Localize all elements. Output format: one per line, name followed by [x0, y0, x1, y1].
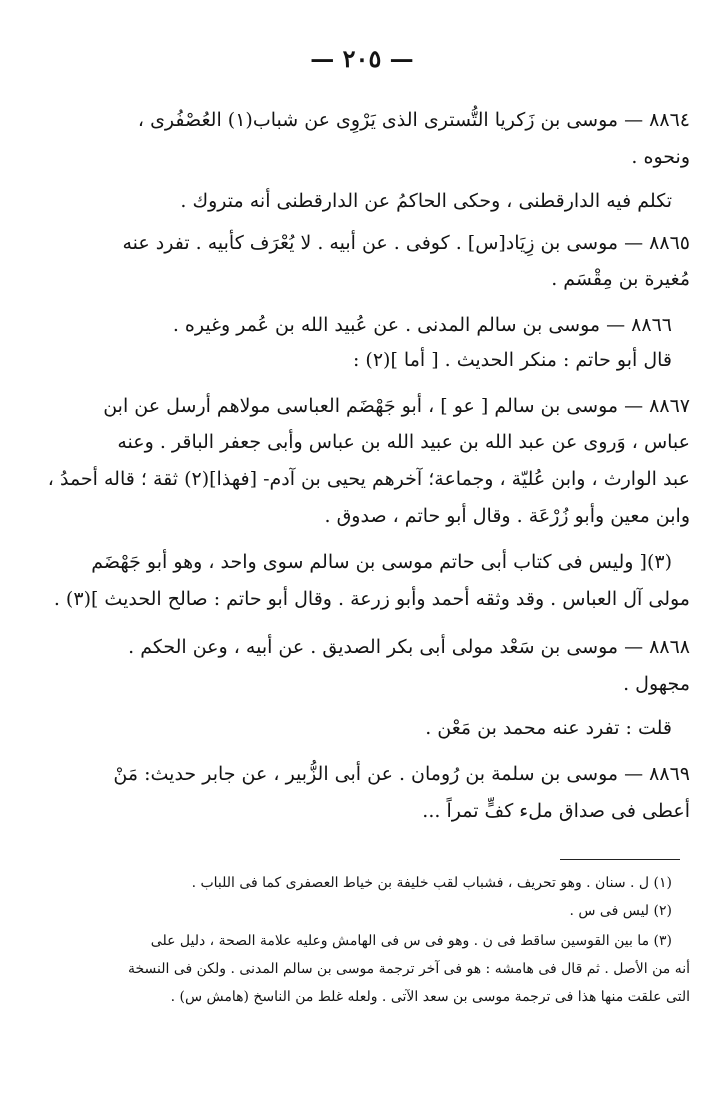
entry-8868-line-2: مجهول . — [623, 673, 690, 695]
entry-8868-line-1: ٨٨٦٨ — موسى بن سَعْد مولى أبى بكر الصديق . عن أبيه ، وعن الحكم . — [128, 636, 690, 658]
entry-8867-addition-line-2: مولى آل العباس . وقد وثقه أحمد وأبو زرعة . وقال أبو حاتم : صالح الحديث ](٣) . — [53, 588, 690, 610]
entry-8867-addition-line-1: (٣)[ وليس فى كتاب أبى حاتم موسى بن سالم سوى واحد ، وهو أبو جَهْضَم — [91, 551, 672, 573]
entry-8864-comment: تكلم فيه الدارقطنى ، وحكى الحاكمُ عن الدارقطنى أنه متروك . — [180, 190, 672, 212]
entry-8865-line-1: ٨٨٦٥ — موسى بن زِيَاد[س] . كوفى . عن أبيه . لا يُعْرَف كأبيه . تفرد عنه — [122, 232, 690, 254]
entry-8868-comment: قلت : تفرد عنه محمد بن مَعْن . — [425, 717, 672, 739]
entry-8867-line-4: وابن معين وأبو زُرْعَة . وقال أبو حاتم ، صدوق . — [324, 505, 690, 527]
entry-8867-line-3: عبد الوارث ، وابن عُليّة ، وجماعة؛ آخرهم يحيى بن آدم- [فهذا](٢) ثقة ؛ قاله أحمدُ ، — [47, 468, 690, 490]
entry-8867-line-2: عباس ، وَروى عن عبد الله بن عبيد الله بن عباس وأبى جعفر الباقر . وعنه — [117, 431, 690, 453]
footnote-3-line-2: أنه من الأصل . ثم قال فى هامشه : هو فى آخر ترجمة موسى بن سالم المدنى . ولكن فى النسخة — [127, 961, 690, 977]
footnote-3-line-3: التى علقت منها هذا فى ترجمة موسى بن سعد الآتى . ولعله غلط من الناسخ (هامش س) . — [170, 989, 690, 1005]
footnote-3-line-1: (٣) ما بين القوسين ساقط فى ن . وهو فى س فى الهامش وعليه علامة الصحة ، دليل على — [150, 933, 672, 949]
entry-8869-line-2: أعطى فى صداق ملء كفٍّ تمراً ... — [422, 800, 690, 822]
footnote-separator — [560, 859, 680, 860]
entry-8865-line-2: مُغيرة بن مِقْسَم . — [551, 268, 690, 290]
entry-8866-line-2: قال أبو حاتم : منكر الحديث . [ أما ](٢) : — [352, 349, 672, 371]
page-number: — ٢٠٥ — — [310, 44, 414, 73]
entry-8869-line-1: ٨٨٦٩ — موسى بن سلمة بن رُومان . عن أبى الزُّبير ، عن جابر حديث: مَنْ — [113, 763, 690, 785]
footnote-2: (٢) ليس فى س . — [569, 903, 672, 919]
footnote-1: (١) ل . سنان . وهو تحريف ، فشباب لقب خليفة بن خياط العصفرى كما فى اللباب . — [191, 875, 672, 891]
entry-8864-line-2: ونحوه . — [631, 146, 690, 168]
entry-8867-line-1: ٨٨٦٧ — موسى بن سالم [ عو ] ، أبو جَهْضَم العباسى مولاهم أرسل عن ابن — [103, 395, 690, 417]
entry-8866-line-1: ٨٨٦٦ — موسى بن سالم المدنى . عن عُبيد الله بن عُمر وغيره . — [172, 314, 672, 336]
entry-8864-line-1: ٨٨٦٤ — موسى بن زَكريا التُّسترى الذى يَرْوِى عن شباب(١) العُصْفُرى ، — [137, 109, 690, 131]
